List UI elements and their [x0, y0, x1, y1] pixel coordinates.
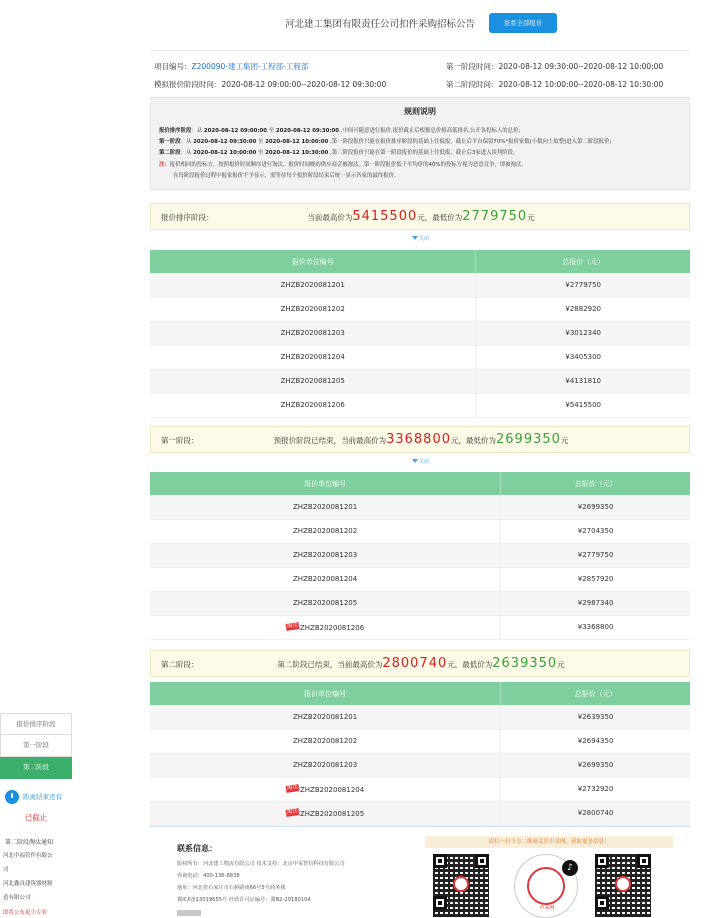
stage1-summary: [150, 426, 690, 453]
page-header: [0, 12, 713, 34]
qr-code-image: [595, 854, 651, 917]
project-number-label: 项目编号：: [154, 62, 192, 71]
table-row: ZHZB2020081202 ¥2694350: [150, 729, 690, 753]
mini-program-label: 中采网: [539, 905, 555, 911]
rule-line-sort: 报价排序阶段：从 2020-08-12 09:00:00 至 2020-08-12 09:30:00 ,中间可随意进行报价,报价截止后根据总价格高低排名,公开各投标人的总价;: [159, 128, 521, 134]
page-footer: [150, 826, 690, 916]
min-price: 2779750: [462, 209, 528, 224]
footer-phone: 咨询电话：400-136-8838: [177, 873, 240, 879]
summary-text: 当前最高价为5415500元，最低价为2779750元: [307, 209, 535, 224]
stage2-summary: [150, 650, 690, 677]
project-number-link[interactable]: Z200090-建工集团-工程部-工程部: [191, 62, 309, 71]
summary-label: 报价排序阶段：: [161, 213, 214, 222]
table-header-row: [150, 472, 690, 495]
notice-line: 河北鑫良建筑器材制: [3, 881, 53, 887]
table-row: ZHZB2020081203 ¥2779750: [150, 543, 690, 567]
footer-copyright: 版权所有：河北建工物流有限公司 技术支持：北京中采智信科技有限公司: [177, 861, 345, 867]
sort-stage-table: [150, 250, 690, 418]
mock-stage-time: 模拟报价阶段时间：2020-08-12 09:00:00--2020-08-12 09:30:00: [154, 80, 387, 89]
stage-nav-sidebar: [0, 713, 72, 916]
table-row: ZHZB2020081203 ¥2699350: [150, 753, 690, 777]
col-price: 总报价（元）: [501, 682, 690, 705]
table-row: ZHZB2020081201 ¥2639350: [150, 705, 690, 729]
qr-promo-banner: 请打一扫下方二维码关注中采网，获取更多信息！: [425, 836, 673, 848]
table-row: ZHZB2020081203 ¥3012340: [150, 321, 690, 345]
max-price: 3368800: [386, 432, 451, 447]
table-row: 淘汰 ZHZB2020081205 ¥2800740: [150, 801, 690, 825]
table-row: ZHZB2020081202 ¥2882920: [150, 297, 690, 321]
divider: [150, 50, 690, 51]
summary-text: 预报价阶段已结束，当前最高价为3368800元，最低价为2699350元: [273, 432, 569, 447]
tiktok-icon: ♪: [562, 860, 578, 876]
rule-note-2: 在每阶段报价过程中报家报价不予显示，需等待每个报价阶段结束后统一显示各家的最终报价。: [173, 172, 400, 179]
elimination-notice-title: 第二阶段淘汰通知: [5, 839, 54, 846]
closed-status: 已截止: [24, 813, 48, 822]
table-row: ZHZB2020081204 ¥2857920: [150, 567, 690, 591]
col-code: 报价单位编号: [150, 682, 501, 705]
collapse-toggle[interactable]: 关闭: [412, 458, 429, 465]
qr-code-image: [433, 854, 489, 917]
stage1-time: 第一阶段时间：2020-08-12 09:30:00--2020-08-12 10:00:00: [446, 62, 664, 71]
eliminated-tag: 淘汰: [286, 783, 299, 792]
summary-label: 第一阶段：: [161, 436, 199, 445]
rule-line-stage1: 第一阶段：从 2020-08-12 09:30:00 至 2020-08-12 10:00:00 ,第一阶段报价只能在报价排序阶段的基础上往低报，截止后平台保留70%*报价家数(小数向上取整)进入第二阶段报价;: [159, 139, 612, 146]
table-row: ZHZB2020081201 ¥2779750: [150, 273, 690, 297]
table-header-row: [150, 250, 690, 273]
footer-icp: 冀ICP备13019655号 经营许可证编号：冀B2-20180104: [177, 897, 311, 903]
max-price: 5415500: [352, 209, 418, 224]
nav-sort-stage[interactable]: 报价排序阶段: [0, 713, 72, 735]
stage2-table: [150, 682, 690, 826]
page-title: 河北建工集团有限责任公司扣件采购招标公告: [285, 19, 476, 30]
col-price: 总报价（元）: [501, 472, 690, 495]
rule-note: 注：报价相同的投标方，按照报价时间顺序进行淘汰，报价时间晚的供应商会被淘汰。第一阶段报价低于平均价的40%的投标方视为恶意竞争，即被淘汰。: [159, 161, 527, 168]
nav-stage1[interactable]: 第一阶段: [0, 735, 72, 757]
table-row: ZHZB2020081205 ¥2987340: [150, 591, 690, 615]
max-price: 2800740: [382, 656, 448, 671]
project-number: [154, 61, 308, 72]
nav-stage2[interactable]: 第二阶段: [0, 757, 72, 779]
stage2-time: 第二阶段时间：2020-08-12 10:00:00--2020-08-12 10:30:00: [446, 80, 664, 89]
table-row: ZHZB2020081205 ¥4131810: [150, 369, 690, 393]
collapse-toggle[interactable]: 关闭: [412, 235, 429, 242]
table-row: ZHZB2020081201 ¥2699350: [150, 495, 690, 519]
table-row: ZHZB2020081206 ¥5415500: [150, 393, 690, 417]
countdown-label: 距离结束还有: [23, 793, 62, 801]
min-price: 2639350: [492, 656, 558, 671]
table-row: ZHZB2020081202 ¥2704350: [150, 519, 690, 543]
table-header-row: [150, 682, 690, 705]
eliminated-tag: 淘汰: [286, 621, 299, 630]
view-all-quotes-button[interactable]: 查看全部报价: [489, 13, 557, 33]
table-row: 淘汰 ZHZB2020081206 ¥3368800: [150, 615, 690, 639]
col-code: 报价单位编号: [150, 472, 501, 495]
rules-title: 规则说明: [404, 107, 436, 116]
eliminated-tag: 淘汰: [286, 807, 299, 816]
alarm-clock-icon: [5, 790, 19, 804]
stage1-table: [150, 472, 690, 640]
notice-line: 河北中福管件有限公: [3, 853, 53, 859]
rules-body: [159, 126, 689, 182]
summary-text: 第二阶段已结束，当前最高价为2800740元，最低价为2639350元: [277, 656, 565, 671]
footer-address: 地址：河北省石家庄市石桥路南66号5号商务楼: [177, 885, 286, 891]
col-code: 报价单位编号: [150, 250, 476, 273]
notice-line: 造有限公司: [3, 895, 31, 901]
summary-label: 第二阶段：: [161, 660, 199, 669]
rule-line-stage2: 第二阶段：从 2020-08-12 10:00:00 至 2020-08-12 10:30:00 ,第二阶段报价只能在第一阶段报价的基础上往低报，截止后3家进入谈判阶段。: [159, 150, 519, 157]
notice-line: 司: [3, 867, 9, 873]
col-price: 总报价（元）: [476, 250, 690, 273]
notice-more-link[interactable]: 即将公布更小专业: [3, 910, 48, 916]
table-row: ZHZB2020081204 ¥3405300: [150, 345, 690, 369]
sort-stage-summary: [150, 203, 690, 230]
certification-badge: [177, 910, 201, 916]
min-price: 2699350: [496, 432, 561, 447]
table-row: 淘汰 ZHZB2020081204 ¥2732920: [150, 777, 690, 801]
contact-title: 联系信息：: [177, 844, 217, 853]
rules-panel: [150, 97, 690, 190]
